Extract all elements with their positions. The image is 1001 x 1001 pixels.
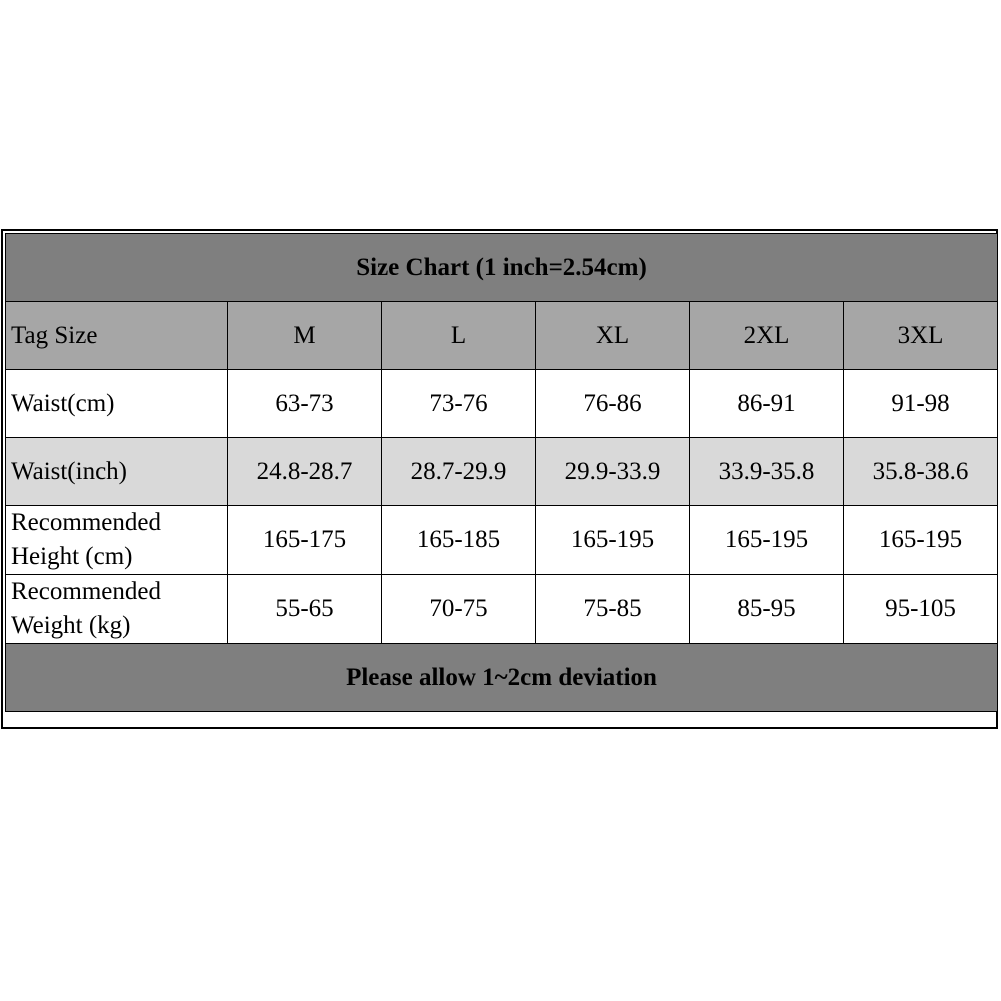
table-cell: 29.9-33.9 <box>536 438 690 506</box>
row-label <box>6 575 228 644</box>
table-cell: 28.7-29.9 <box>382 438 536 506</box>
row-label-line: Height (cm) <box>11 543 133 570</box>
table-cell: 55-65 <box>228 575 382 644</box>
size-header-l: L <box>382 302 536 370</box>
table-cell: 86-91 <box>690 370 844 438</box>
table-cell: 70-75 <box>382 575 536 644</box>
row-recommended-weight <box>6 575 998 644</box>
row-waist-inch <box>6 438 998 506</box>
deviation-note: Please allow 1~2cm deviation <box>6 644 998 712</box>
row-label-line: Recommended <box>11 509 161 536</box>
table-cell: 165-195 <box>844 506 998 575</box>
size-header-m: M <box>228 302 382 370</box>
tag-size-label: Tag Size <box>6 302 228 370</box>
row-label <box>6 438 228 506</box>
table-cell: 165-185 <box>382 506 536 575</box>
table-cell: 165-175 <box>228 506 382 575</box>
table-cell: 95-105 <box>844 575 998 644</box>
footer-row <box>6 644 998 712</box>
table-cell: 76-86 <box>536 370 690 438</box>
table-cell: 24.8-28.7 <box>228 438 382 506</box>
table-cell: 85-95 <box>690 575 844 644</box>
row-label-line: Waist(cm) <box>11 389 115 417</box>
table-cell: 33.9-35.8 <box>690 438 844 506</box>
table-cell: 165-195 <box>690 506 844 575</box>
size-header-2xl: 2XL <box>690 302 844 370</box>
table-cell: 35.8-38.6 <box>844 438 998 506</box>
table-cell: 73-76 <box>382 370 536 438</box>
table-cell: 75-85 <box>536 575 690 644</box>
row-label-line: Recommended <box>11 578 161 605</box>
row-label <box>6 506 228 575</box>
size-header-xl: XL <box>536 302 690 370</box>
table-cell: 63-73 <box>228 370 382 438</box>
row-label <box>6 370 228 438</box>
row-label-line: Weight (kg) <box>11 612 131 639</box>
row-waist-cm <box>6 370 998 438</box>
size-chart-table <box>5 233 998 712</box>
table-cell: 91-98 <box>844 370 998 438</box>
header-row <box>6 302 998 370</box>
table-cell: 165-195 <box>536 506 690 575</box>
title-row <box>6 234 998 302</box>
row-recommended-height <box>6 506 998 575</box>
row-label-line: Waist(inch) <box>11 457 128 485</box>
size-header-3xl: 3XL <box>844 302 998 370</box>
size-chart <box>1 229 998 729</box>
chart-title: Size Chart (1 inch=2.54cm) <box>6 234 998 302</box>
